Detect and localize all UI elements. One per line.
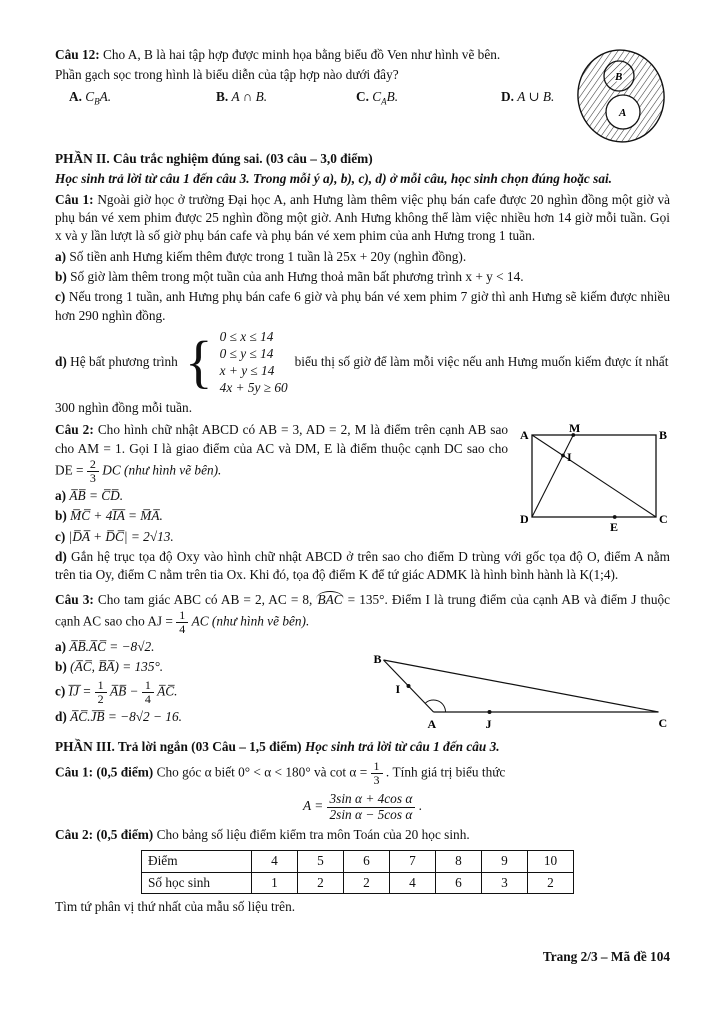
p2q1-c-letter: c)	[55, 289, 66, 305]
q12-option-d	[501, 88, 554, 108]
p3q1-label: Câu 1: (0,5 điểm)	[55, 764, 154, 780]
count-value: 3	[482, 872, 528, 893]
p2q3-label: Câu 3:	[55, 591, 94, 607]
p2q1-b-text: Số giờ làm thêm trong một tuần của anh Hưng thoả mãn bất phương trình x + y < 14.	[70, 269, 524, 285]
score-value: 5	[298, 851, 344, 872]
equation-lhs: A =	[303, 798, 324, 814]
p3q1-equation	[55, 792, 670, 822]
rect-label-a: A	[520, 428, 529, 443]
rect-label-e: E	[610, 520, 619, 535]
option-a-symbol: C	[85, 88, 95, 104]
part3-heading: PHẦN III. Trả lời ngắn (03 Câu – 1,5 điểm)	[55, 739, 302, 754]
option-c-set: B.	[386, 88, 399, 104]
p3q2-label: Câu 2: (0,5 điểm)	[55, 826, 154, 842]
equation-numerator: 3sin α + 4cos α	[327, 792, 416, 807]
count-value: 2	[298, 872, 344, 893]
p2q1-a-text: Số tiền anh Hưng kiếm thêm được trong 1 tuần là 25x + 20y (nghìn đồng).	[69, 248, 467, 264]
part2-question-1	[55, 191, 670, 418]
p2q1-item-c	[55, 288, 670, 325]
option-a-set: A.	[99, 88, 112, 104]
p2q1-item-a	[55, 248, 670, 266]
inequality-3: x + y ≤ 14	[219, 363, 275, 379]
p2q2-d-text: Gắn hệ trục tọa độ Oxy vào hình chữ nhật ABCD ở trên sao cho điểm D trùng với gốc tọa độ O, điểm A nằm trên tia Oy, điểm C nằm trên tia Ox. Khi đó, tọa độ điểm K để tứ giác ADMK là hình bình hành là K(1;4).	[55, 549, 670, 583]
q12-text1: Cho A, B là hai tập hợp được minh họa bằng biểu đồ Ven như hình vẽ bên.	[103, 47, 501, 62]
triangle-figure	[363, 652, 670, 732]
side-bc	[384, 660, 659, 712]
option-d-value: A ∪ B.	[517, 88, 555, 104]
equation-period: .	[418, 798, 422, 814]
count-header: Số học sinh	[142, 872, 252, 893]
p2q2-intro-b: DC	[102, 462, 121, 478]
option-b-value: A ∩ B.	[231, 88, 268, 104]
point-i-dot	[561, 454, 565, 458]
p3q1-pre: Cho góc α biết 0° < α < 180° và cot α =	[156, 764, 368, 780]
fraction-numerator: 1	[95, 679, 107, 693]
part2-question-3	[55, 591, 670, 732]
p2q3-intro-c: AC	[191, 613, 209, 629]
p2q2-a-math: A̅B̅ = C̅D̅.	[69, 488, 124, 504]
p2q2-a-letter: a)	[55, 488, 67, 504]
count-value: 1	[252, 872, 298, 893]
p3q2-intro	[55, 826, 670, 844]
p2q3-intro-b: = 135°. Điểm I là trung điểm của cạnh AB và điểm J thuộc cạnh AC sao cho AJ =	[55, 591, 671, 629]
part-3	[55, 738, 670, 916]
point-e-dot	[613, 516, 617, 520]
p2q1-d-pre: Hệ bất phương trình	[70, 353, 178, 369]
venn-diagram	[574, 46, 670, 146]
p2q3-intro	[55, 591, 670, 636]
fraction-denominator: 3	[373, 773, 380, 788]
equation-denominator: 2sin α − 5cos α	[329, 806, 413, 822]
p2q3-b-math: (A̅C̅, B̅A̅) = 135°.	[70, 659, 164, 675]
option-c-subscript: A	[381, 96, 387, 107]
p2q1-label: Câu 1:	[55, 191, 94, 207]
count-value: 2	[344, 872, 390, 893]
p2q1-d-tail: 300 nghìn đồng mỗi tuần.	[55, 400, 193, 416]
fraction-denominator: 4	[144, 691, 151, 706]
option-c-letter: C.	[356, 88, 369, 104]
q12-label: Câu 12:	[55, 47, 100, 62]
p2q3-b-letter: b)	[55, 659, 67, 675]
p2q2-label: Câu 2:	[55, 422, 94, 438]
fraction-numerator: 1	[371, 760, 383, 774]
option-b-letter: B.	[216, 88, 229, 104]
p2q2-c-letter: c)	[55, 528, 66, 544]
count-value: 6	[436, 872, 482, 893]
q12-line2: Phần gạch sọc trong hình là biểu diễn của tập hợp nào dưới đây?	[55, 67, 399, 83]
p2q3-a-letter: a)	[55, 639, 67, 654]
p2q1-b-letter: b)	[55, 269, 67, 285]
p2q3-d-letter: d)	[55, 708, 67, 724]
rect-label-m: M	[569, 423, 581, 436]
p2q3-options	[55, 638, 363, 728]
q12-option-c	[356, 88, 501, 108]
fraction-denominator: 3	[89, 471, 96, 486]
venn-label-a: A	[619, 107, 627, 119]
p2q1-item-b	[55, 268, 670, 286]
score-table-count-row	[142, 872, 574, 893]
option-c-value	[372, 88, 399, 107]
rect-label-c: C	[659, 512, 668, 527]
part2-subheading: Học sinh trả lời từ câu 1 đến câu 3. Trong mỗi ý a), b), c), d) ở mỗi câu, học sinh chọn đúng hoặc sai.	[55, 171, 612, 187]
score-value: 8	[436, 851, 482, 872]
fraction-numerator: 1	[176, 609, 188, 623]
system-brace: {	[184, 329, 213, 395]
fraction-1-4	[176, 609, 188, 636]
inequality-2: 0 ≤ y ≤ 14	[219, 346, 274, 362]
p2q1-a-letter: a)	[55, 248, 67, 264]
option-a-value	[85, 88, 112, 107]
score-header: Điểm	[142, 851, 252, 872]
p2q3-c-math3: A̅C̅.	[157, 683, 178, 699]
part3-heading-line	[55, 738, 670, 756]
tri-label-i: I	[395, 682, 401, 696]
equation-fraction	[327, 792, 416, 822]
score-table-header-row	[142, 851, 574, 872]
p2q3-intro-note: (như hình vẽ bên).	[211, 613, 310, 629]
part-2	[55, 150, 670, 732]
p2q1-intro-text: Ngoài giờ học ở trường Đại học A, anh Hưng làm thêm việc phụ bán cafe được 20 nghìn đồng một giờ và phụ bán vé xem phim được 25 nghìn đồng một giờ. Anh Hưng không thể làm việc nhiều hơn 14 giờ mỗi tuần. Gọi x và y lần lượt là số giờ phụ bán cafe và phụ bán vé xem phim của anh Hưng trong 1 tuần.	[55, 191, 671, 244]
inequality-4: 4x + 5y ≥ 60	[219, 380, 288, 396]
fraction-numerator: 2	[87, 458, 99, 472]
p3q2-tail: Tìm tứ phân vị thứ nhất của mẫu số liệu trên.	[55, 899, 296, 914]
point-j-dot	[488, 710, 492, 714]
angle-hat-bac: BAC	[317, 591, 343, 607]
rect-label-b: B	[659, 428, 668, 443]
page-footer: Trang 2/3 – Mã đề 104	[542, 949, 670, 964]
q12-option-b	[216, 88, 356, 108]
fraction-1-2	[95, 679, 107, 706]
p2q3-c-letter: c)	[55, 683, 66, 699]
rect-label-d: D	[520, 512, 529, 527]
q12-option-a	[69, 88, 216, 108]
count-value: 2	[528, 872, 574, 893]
p2q3-c-math1: I̅J̅ =	[68, 683, 92, 699]
score-value: 6	[344, 851, 390, 872]
p2q1-d-letter: d)	[55, 353, 67, 369]
p2q2-b-math: M̅C̅ + 4I̅A̅ = M̅A̅.	[70, 508, 163, 524]
fraction-denominator: 2	[97, 691, 104, 706]
score-value: 7	[390, 851, 436, 872]
score-value: 9	[482, 851, 528, 872]
p2q2-d-letter: d)	[55, 549, 67, 565]
segment-dm	[532, 435, 573, 517]
p2q1-d-post: biểu thị số giờ để làm mỗi việc nếu anh Hưng muốn kiếm được ít nhất	[294, 353, 669, 369]
venn-label-b: B	[615, 71, 623, 83]
p2q3-item-b	[55, 658, 363, 676]
p2q3-item-a	[55, 638, 363, 656]
p2q2-c-math: |D̅A̅ + D̅C̅| = 2√13.	[68, 528, 174, 544]
p3q1-post: . Tính giá trị biểu thức	[385, 764, 506, 780]
part2-heading: PHẦN II. Câu trắc nghiệm đúng sai. (03 câu – 3,0 điểm)	[55, 151, 373, 166]
score-table	[141, 850, 574, 894]
p2q2-b-letter: b)	[55, 508, 67, 524]
tri-label-j: J	[485, 717, 492, 731]
inequality-system	[220, 328, 288, 396]
point-i-dot	[407, 684, 411, 688]
diagonal-ac	[532, 435, 656, 517]
p2q3-intro-a: Cho tam giác ABC có AB = 2, AC = 8,	[97, 591, 313, 607]
p2q2-item-d	[55, 548, 670, 585]
q12-options	[69, 88, 564, 108]
question-12	[55, 46, 670, 119]
fraction-1-4b	[142, 679, 154, 706]
p2q3-body	[55, 638, 670, 732]
p2q1-item-d	[55, 327, 670, 397]
inequality-1: 0 ≤ x ≤ 14	[219, 329, 274, 345]
p2q2-intro-note: (như hình vẽ bên).	[124, 462, 222, 478]
tri-label-a: A	[427, 717, 437, 731]
tri-label-b: B	[373, 652, 382, 666]
score-value: 10	[528, 851, 574, 872]
p2q3-a-math: A̅B̅.A̅C̅ = −8√2.	[69, 639, 155, 654]
score-value: 4	[252, 851, 298, 872]
fraction-numerator: 1	[142, 679, 154, 693]
part3-heading-note: Học sinh trả lời từ câu 1 đến câu 3.	[304, 739, 500, 754]
option-c-symbol: C	[372, 88, 382, 104]
option-d-letter: D.	[501, 88, 514, 104]
option-a-letter: A.	[69, 88, 82, 104]
p2q1-d-intro	[55, 353, 178, 371]
count-value: 4	[390, 872, 436, 893]
p2q1-c-text: Nếu trong 1 tuần, anh Hưng phụ bán cafe 6 giờ và phụ bán vé xem phim 7 giờ thì anh Hưng sẽ kiếm được nhiều hơn 290 nghìn đồng.	[55, 289, 670, 323]
rect-label-i: I	[567, 450, 572, 465]
p2q3-c-math2: A̅B̅ −	[109, 683, 139, 699]
rectangle-figure	[518, 423, 670, 535]
tri-label-c: C	[658, 716, 668, 730]
fraction-denominator: 4	[179, 622, 186, 637]
option-a-subscript: B	[94, 96, 100, 107]
p2q3-d-math: A̅C̅.J̅B̅ = −8√2 − 16.	[70, 708, 182, 724]
fraction-2-3	[87, 458, 99, 485]
p3q2-text: Cho bảng số liệu điểm kiểm tra môn Toán của 20 học sinh.	[156, 826, 470, 842]
p2q1-intro	[55, 191, 670, 246]
p2q2-intro-a: Cho hình chữ nhật ABCD có AB = 3, AD = 2, M là điểm trên cạnh AB sao cho AM = 1. Gọi I là giao điểm của AC và DM, E là điểm thuộc cạnh DC sao cho DE =	[55, 422, 509, 478]
part2-question-2	[55, 421, 670, 584]
fraction-1-3	[371, 760, 383, 787]
p3q1-intro	[55, 760, 670, 787]
p2q3-item-d	[55, 708, 363, 726]
p2q3-item-c	[55, 679, 363, 706]
